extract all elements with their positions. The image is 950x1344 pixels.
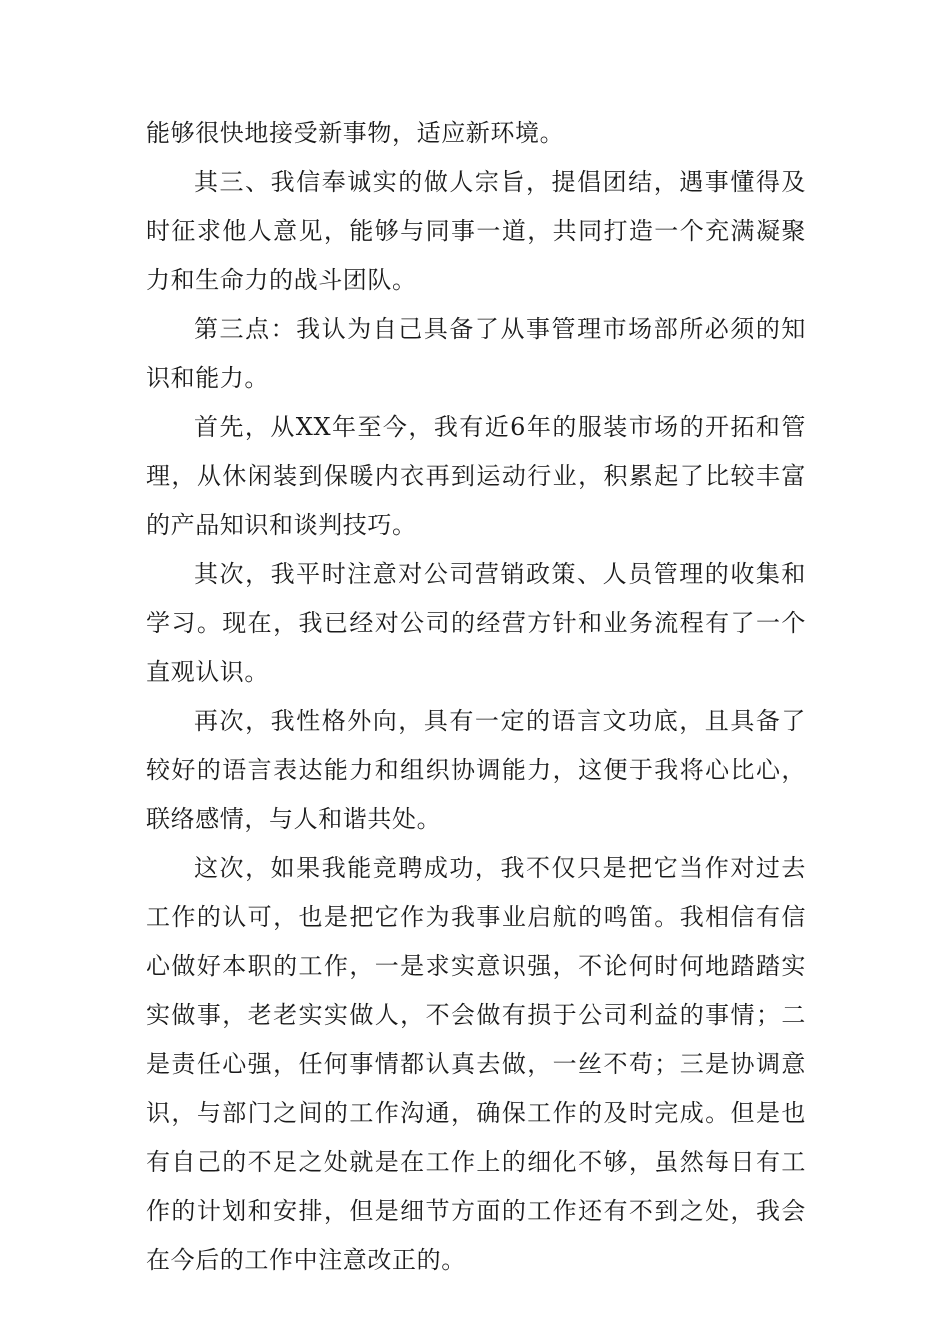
paragraph-1: 能够很快地接受新事物，适应新环境。 [146, 119, 565, 147]
document-body [146, 109, 806, 1285]
paragraph-7: 这次，如果我能竞聘成功，我不仅只是把它当作对过去工作的认可，也是把它作为我事业启航的鸣笛。我相信有信心做好本职的工作，一是求实意识强，不论何时何地踏踏实实做事，老老实实做人，不会做有损于公司利益的事情；二是责任心强，任何事情都认真去做，一丝不苟；三是协调意识，与部门之间的工作沟通，确保工作的及时完成。但是也有自己的不足之处就是在工作上的细化不够，虽然每日有工作的计划和安排，但是细节方面的工作还有不到之处，我会在今后的工作中注意改正的。 [146, 854, 806, 1274]
paragraph-6: 再次，我性格外向，具有一定的语言文功底，且具备了较好的语言表达能力和组织协调能力，这便于我将心比心，联络感情，与人和谐共处。 [146, 707, 806, 833]
paragraph-5: 其次，我平时注意对公司营销政策、人员管理的收集和学习。现在，我已经对公司的经营方针和业务流程有了一个直观认识。 [146, 560, 806, 686]
paragraph-3: 第三点：我认为自己具备了从事管理市场部所必须的知识和能力。 [146, 315, 806, 392]
paragraph-4: 首先，从XX年至今，我有近6年的服装市场的开拓和管理，从休闲装到保暖内衣再到运动行业，积累起了比较丰富的产品知识和谈判技巧。 [146, 413, 806, 539]
paragraph-2: 其三、我信奉诚实的做人宗旨，提倡团结，遇事懂得及时征求他人意见，能够与同事一道，共同打造一个充满凝聚力和生命力的战斗团队。 [146, 168, 806, 294]
